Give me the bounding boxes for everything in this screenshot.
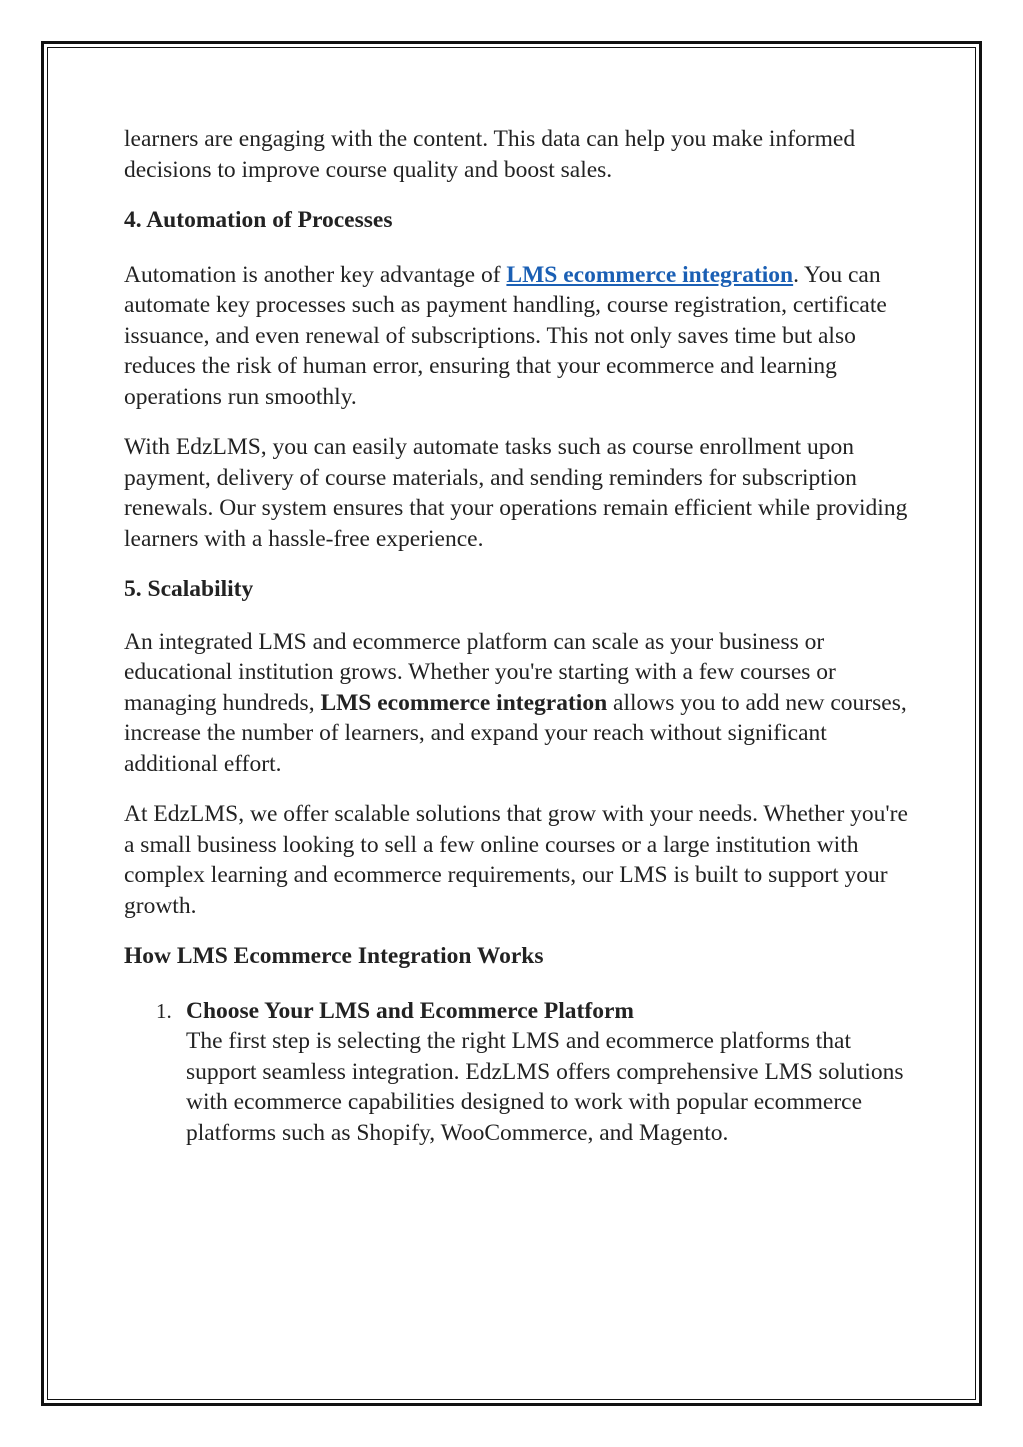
automation-paragraph-2: With EdzLMS, you can easily automate tasks such as course enrollment upon payment, delivery of course materials, and sending reminders for subscription renewals. Our system ensures that your operations remain efficient while providing learners with a hassle-free experience. xyxy=(124,434,908,552)
automation-text-after-link: . You can automate key processes such as payment handling, course registration, certificate issuance, and even renewal of subscriptions. This not only saves time but also reduces the risk of human error, ensuring that your ecommerce and learning operations run smoothly. xyxy=(124,261,887,410)
lms-ecommerce-integration-link[interactable]: LMS ecommerce integration xyxy=(506,261,794,288)
list-item xyxy=(124,996,914,1149)
scalability-paragraph-2: At EdzLMS, we offer scalable solutions that grow with your needs. Whether you're a small business looking to sell a few online courses or a large institution with complex learning and ecommerce requirements, our LMS is built to support your growth. xyxy=(124,801,908,919)
automation-text-before-link: Automation is another key advantage of xyxy=(124,261,507,288)
automation-paragraph-1 xyxy=(124,260,914,413)
scalability-text-before-bold: An integrated LMS and ecommerce platform can scale as your business or educational institution grows. Whether you're starting with a few courses or managing hundreds, xyxy=(124,628,836,716)
step-number: 1. xyxy=(156,998,172,1023)
scalability-text-after-bold: allows you to add new courses, increase the number of learners, and expand your reach without significant additional effort. xyxy=(124,689,907,777)
section-heading-scalability: 5. Scalability xyxy=(124,576,254,602)
document-body xyxy=(124,124,914,1148)
continuation-paragraph: learners are engaging with the content. This data can help you make informed decisions to improve course quality and boost sales. xyxy=(124,126,856,183)
step-body: The first step is selecting the right LMS and ecommerce platforms that support seamless integration. EdzLMS offers comprehensive LMS solutions with ecommerce capabilities designed to work with popular ecommerce platforms such as Shopify, WooCommerce, and Magento. xyxy=(186,1028,904,1146)
section-heading-automation: 4. Automation of Processes xyxy=(124,207,393,233)
scalability-bold-phrase: LMS ecommerce integration xyxy=(320,689,608,716)
steps-list xyxy=(124,996,914,1149)
step-title: Choose Your LMS and Ecommerce Platform xyxy=(186,997,634,1024)
section-heading-how-it-works: How LMS Ecommerce Integration Works xyxy=(124,943,544,969)
scalability-paragraph-1 xyxy=(124,627,914,780)
